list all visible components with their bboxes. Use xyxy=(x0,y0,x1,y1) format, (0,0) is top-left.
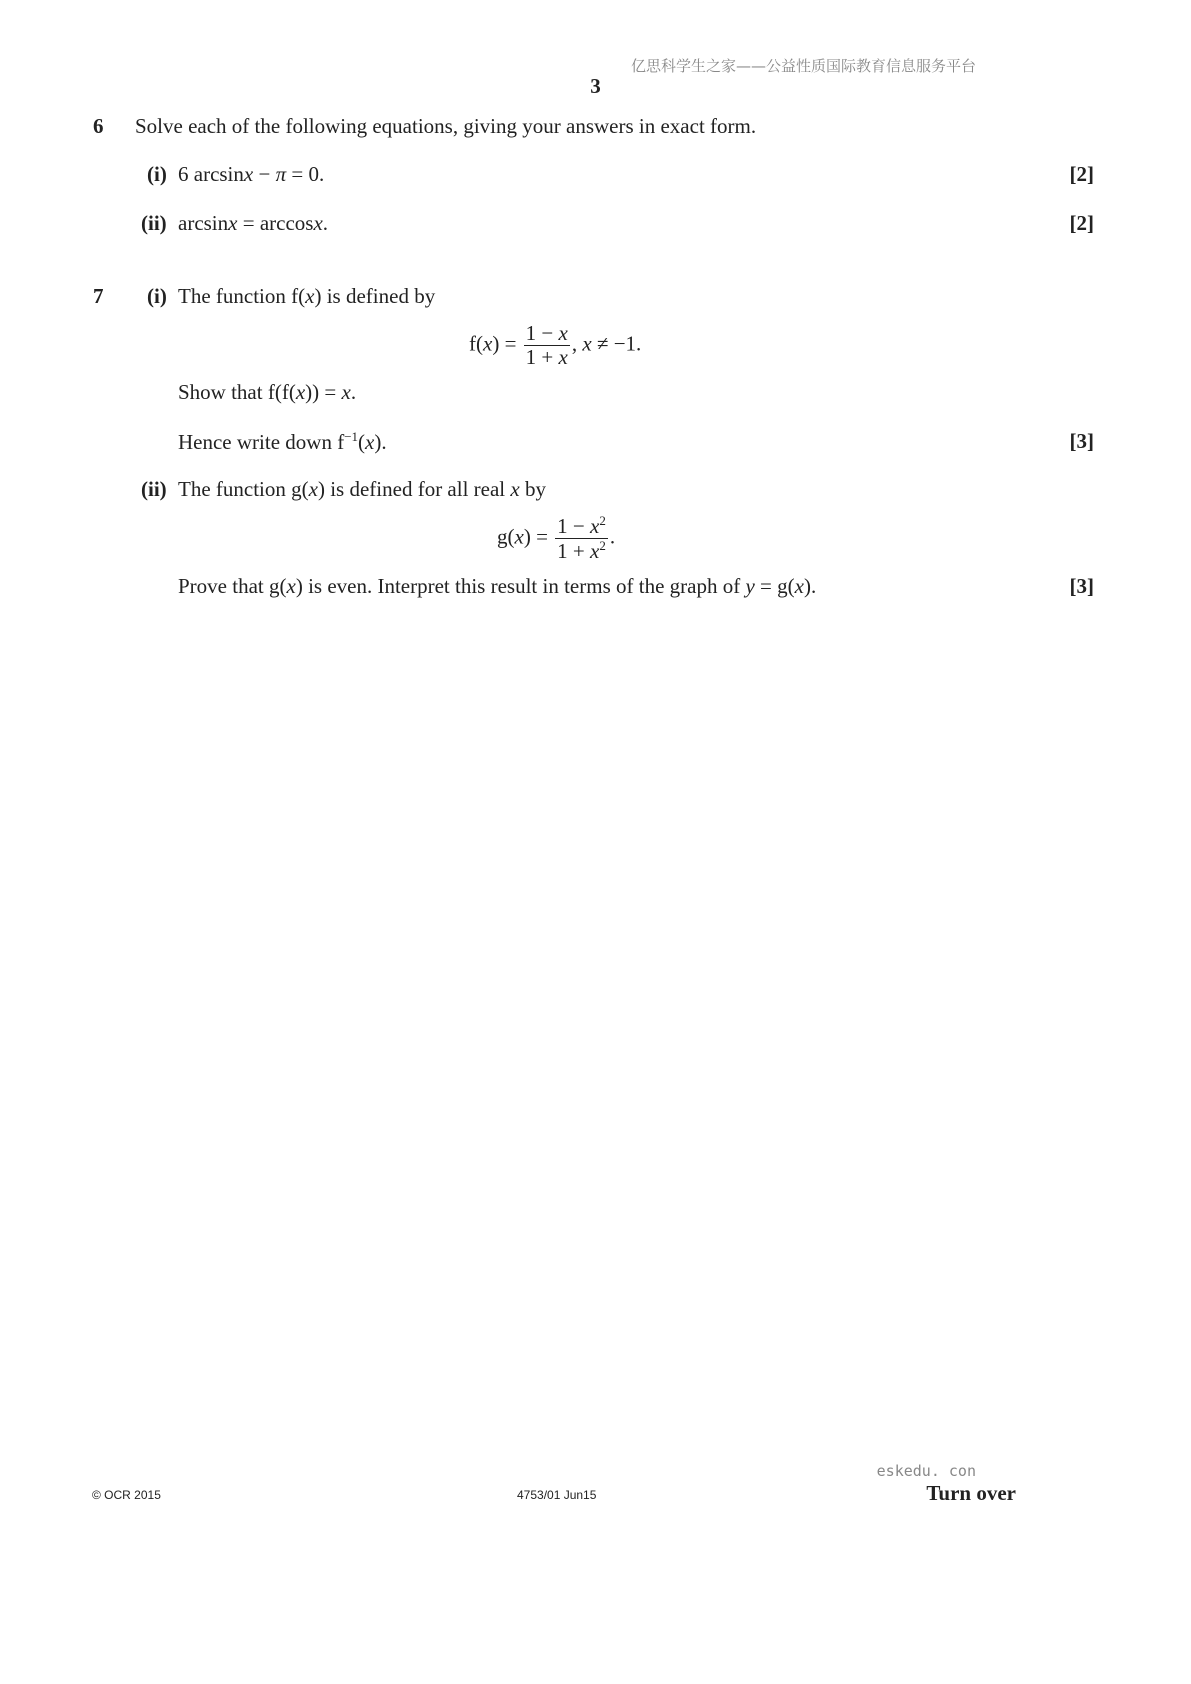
question-6-part-i-label: (i) xyxy=(147,162,167,186)
question-6-part-ii-marks: [2] xyxy=(1069,211,1094,235)
copyright: © OCR 2015 xyxy=(92,1488,161,1502)
question-6-part-ii-equation: arcsinx = arccosx. xyxy=(178,211,329,235)
question-6-part-i-marks: [2] xyxy=(1069,162,1094,186)
question-7-part-i-label: (i) xyxy=(147,284,167,308)
site-watermark: eskedu. con xyxy=(876,1462,976,1480)
watermark-header: 亿思科学生之家——公益性质国际教育信息服务平台 xyxy=(630,57,976,75)
question-7-number: 7 xyxy=(93,284,104,308)
show-that-statement: Show that f(f(x)) = x. xyxy=(178,380,357,404)
question-7-part-ii-intro: The function g(x) is defined for all real x by xyxy=(178,477,546,501)
question-6-part-ii-label: (ii) xyxy=(141,211,167,235)
hence-statement: Hence write down $f^{-1}(x)$. xyxy=(178,429,387,454)
page-number: 3 xyxy=(590,74,601,98)
question-7-part-i-intro: The function f(x) is defined by xyxy=(178,284,436,308)
question-6-stem: Solve each of the following equations, giving your answers in exact form. xyxy=(135,114,757,138)
turn-over: Turn over xyxy=(926,1481,1016,1505)
question-7-part-ii-label: (ii) xyxy=(141,477,167,501)
function-g-definition: g(x) = $\frac{1 - x^2}{1 + x^2}$ . xyxy=(497,513,616,564)
question-6-part-i-equation: 6 arcsinx − π = 0. xyxy=(178,162,325,186)
prove-statement: Prove that g(x) is even. Interpret this result in terms of the graph of y = g(x). xyxy=(178,574,817,598)
paper-code: 4753/01 Jun15 xyxy=(517,1488,597,1502)
question-7-part-ii-marks: [3] xyxy=(1069,574,1094,598)
fraction: $\frac{1 - x}{1 + x}$ xyxy=(525,321,568,370)
fraction: $\frac{1 - x^2}{1 + x^2}$ xyxy=(557,513,606,564)
question-6-number: 6 xyxy=(93,114,104,138)
function-f-definition: f(x) = $\frac{1 - x}{1 + x}$ , x ≠ −1. xyxy=(469,321,642,370)
question-7-part-i-marks: [3] xyxy=(1069,429,1094,453)
